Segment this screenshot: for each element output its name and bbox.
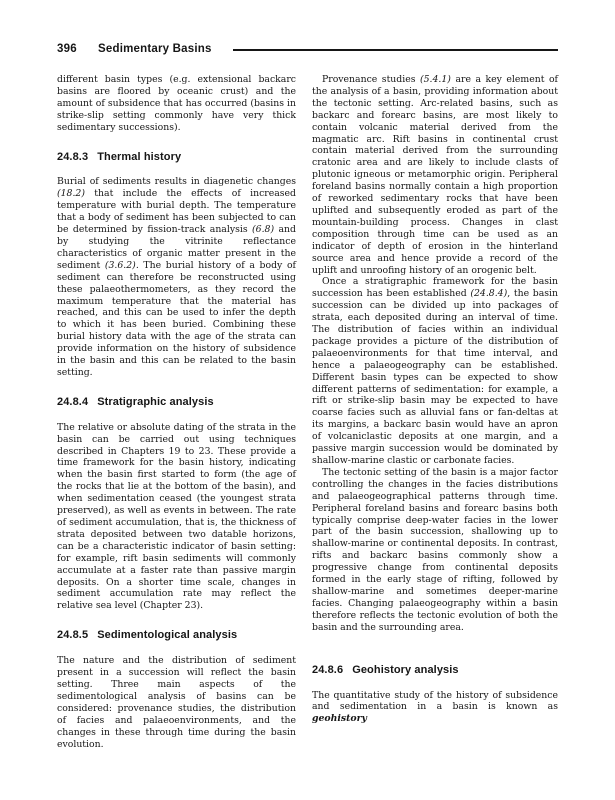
section-heading <box>57 397 296 409</box>
text-segment: (6.8) <box>252 224 275 236</box>
section-title: Thermal history <box>97 150 182 163</box>
text-segment: different basin types (e.g. extensional backarc basins are floored by oceanic crust) and the amount of subsidence that has occurred (basins in strike-slip setting commonly have very thick sedimentary successions). <box>57 74 296 133</box>
text-segment: . The burial history of a body of sediment can therefore be reconstructed using these palaeothermometers, as they record the maximum temperature that the material has reached, and this can be used to infer the depth to which it has been buried. Combining these burial history data with the age of the strata can provide information on the history of subsidence in the basin and this can be related to the basin setting. <box>57 259 296 378</box>
body-paragraph <box>57 74 296 134</box>
body-paragraph <box>312 690 558 726</box>
body-paragraph <box>312 467 558 634</box>
body-paragraph <box>57 655 296 750</box>
text-segment: and by studying the vitrinite reflectance characteristics of organic matter present in the sediment <box>57 224 296 271</box>
section-title: Stratigraphic analysis <box>97 395 214 408</box>
text-segment: (18.2) <box>57 188 85 200</box>
column-right <box>312 74 558 750</box>
page-header <box>57 43 558 55</box>
text-segment: The relative or absolute dating of the strata in the basin can be carried out using techniques described in Chapters 19 to 23. These provide a time framework for the basin history, indicating when the basin first started to form (the age of the rocks that lie at the bottom of the basin), and when sedimentation ceased (the youngest strata preserved), as well as events in between. The rate of sediment accumulation, that is, the thickness of strata deposited between two datable horizons, can be a characteristic indicator of basin setting: for example, rift basin sediments will commonly accumulate at a faster rate than passive margin deposits. On a shorter time scale, changes in sediment accumulation rate may reflect the relative sea level (Chapter 23). <box>57 421 296 612</box>
text-segment: , the basin succession can be divided up into packages of strata, each deposited during an interval of time. The distribution of facies within an individual package provides a picture of the distribution of palaeoenvironments for that time interval, and hence a palaeogeography can be established. Different basin types can be expected to show different patterns of sedimentation: for example, a rift or strike-slip basin may be expected to have coarse facies such as alluvial fans or fan-deltas at its margins, a backarc basin would have an apron of volcaniclastic deposits at one margin, and a passive margin succession would be dominated by shallow-marine clastic or carbonate facies. <box>312 288 558 466</box>
text-segment: Provenance studies <box>322 74 421 85</box>
text-segment: Burial of sediments results in diagenetic changes <box>57 176 296 188</box>
body-paragraph <box>57 422 296 613</box>
body-paragraph <box>312 74 558 276</box>
section-heading <box>57 630 296 642</box>
section-number: 24.8.6 <box>312 663 344 676</box>
text-segment: Once a stratigraphic framework for the basin succession has been established <box>312 276 558 300</box>
text-segment: are a key element of the analysis of a basin, providing information about the tectonic setting. Arc-related basins, such as backarc and forearc basins, are most likely to contain volcanic material derived from the magmatic arc. Rift basins in continental crust contain material derived from the surrounding cratonic area and are likely to include clasts of plutonic igneous or metamorphic origin. Peripheral foreland basins normally contain a high proportion of reworked sedimentary rocks that have been uplifted and subsequently eroded as part of the mountain-building process. Changes in clast composition through time can be used as an indicator of depth of erosion in the hinterland source area and hence provide a record of the uplift and unroofing history of an orogenic belt. <box>312 74 558 276</box>
body-paragraph <box>312 276 558 467</box>
section-heading <box>57 152 296 164</box>
text-segment: The quantitative study of the history of subsidence and sedimentation in a basin is known as <box>312 689 558 713</box>
section-title: Sedimentological analysis <box>97 629 238 642</box>
section-number: 24.8.3 <box>57 150 89 163</box>
text-segment: that include the effects of increased temperature with burial depth. The temperature that a body of sediment has been subjected to can be determined by fission-track analysis <box>57 188 296 236</box>
section-heading <box>312 665 558 677</box>
text-segment: (3.6.2) <box>104 259 136 271</box>
column-left <box>57 74 296 750</box>
header-rule <box>233 49 558 51</box>
section-number: 24.8.4 <box>57 395 89 408</box>
body-paragraph <box>57 176 296 378</box>
text-segment: geohistory <box>312 713 367 725</box>
section-number: 24.8.5 <box>57 629 89 642</box>
text-segment: (5.4.1) <box>420 74 451 85</box>
running-title: Sedimentary Basins <box>98 43 212 55</box>
text-columns <box>57 74 558 750</box>
section-title: Geohistory analysis <box>352 663 459 676</box>
text-segment: The nature and the distribution of sediment present in a succession will reflect the basin setting. Three main aspects of the sedimentological analysis of basins can be considered: provenance studies, the distribution of facies and palaeoenvironments, and the changes in these through time during the basin evolution. <box>57 655 296 750</box>
text-segment: (24.8.4) <box>470 288 508 300</box>
page-number: 396 <box>57 43 77 55</box>
text-segment: The tectonic setting of the basin is a major factor controlling the changes in the facies distributions and palaeogeographical patterns through time. Peripheral foreland basins and forearc basins both typically comprise deep-water facies in the lower part of the basin succession, shallowing up to shallow-marine or continental deposits. In contrast, rifts and backarc basins commonly show a progressive change from continental deposits formed in the early stage of rifting, followed by shallow-marine and sometimes deeper-marine facies. Changing palaeogeography within a basin therefore reflects the tectonic evolution of both the basin and the surrounding area. <box>312 466 558 633</box>
